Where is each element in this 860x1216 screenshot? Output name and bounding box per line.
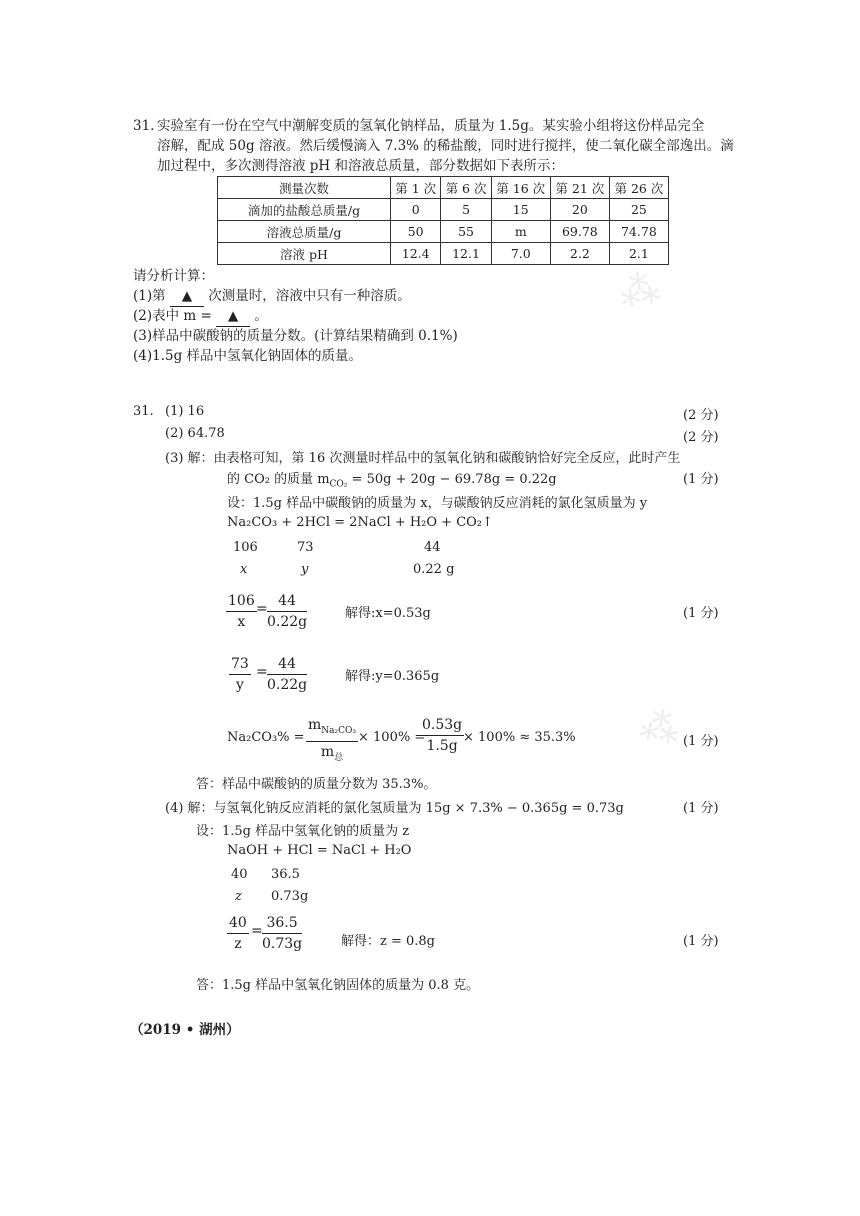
eq1-molar-mass: 106: [233, 540, 258, 555]
answer-3-conclusion: 答：样品中碳酸钠的质量分数为 35.3%。: [196, 777, 437, 792]
prompt-1-prefix: (1)第: [133, 288, 166, 304]
eq1-molar-mass: 44: [424, 540, 441, 555]
fraction: $\frac{36.5}{0.73g}$: [262, 915, 303, 952]
table-cell: 50: [391, 221, 441, 243]
table-cell: 2.1: [609, 243, 668, 265]
eq2-value: 0.73g: [271, 889, 309, 904]
source-label: （2019 • 湖州）: [130, 1022, 240, 1038]
question-number: 31.: [133, 118, 155, 134]
fraction: $\frac{0.53g}{1.5g}$: [422, 717, 463, 754]
points-label: (1 分): [683, 472, 719, 487]
solution-text: 解得:x=0.53g: [345, 606, 431, 621]
points-label: (2 分): [683, 430, 719, 445]
prompt-1: [133, 286, 411, 307]
equals-sign: =: [256, 664, 268, 680]
faint-stamp-mark: ⁂: [616, 265, 664, 317]
eq2-variable: z: [235, 889, 242, 904]
fraction: $\frac{106}{x}$: [228, 593, 255, 630]
points-label: (2 分): [683, 408, 719, 423]
answer-3-line-2: 的 CO₂ 的质量 $m_{CO_2} = 50g + 20g - 69.78g = 0.22g$: [227, 472, 557, 490]
table-cell: 2.2: [550, 243, 609, 265]
fraction: $\frac{44}{0.22g}$: [267, 593, 308, 630]
table-cell: 溶液总质量/g: [218, 221, 391, 243]
prompt-2-suffix: 。: [254, 308, 268, 324]
table-cell: 12.4: [391, 243, 441, 265]
answer-3-line-1: (3) 解：由表格可知，第 16 次测量时样品中的氢氧化钠和碳酸钠恰好完全反应，此时产生: [165, 451, 681, 466]
answer-4-conclusion: 答：1.5g 样品中氢氧化钠固体的质量为 0.8 克。: [196, 978, 480, 993]
fraction: $\frac{44}{0.22g}$: [267, 656, 308, 693]
table-cell: 69.78: [550, 221, 609, 243]
table-header-cell: 第 16 次: [491, 177, 550, 199]
prompt-2: [133, 306, 268, 327]
table-cell: 15: [491, 199, 550, 221]
percentage-end: × 100% ≈ 35.3%: [463, 730, 576, 745]
points-label: (1 分): [683, 734, 719, 749]
prompt-2-prefix: (2)表中 m =: [133, 308, 212, 324]
eq1-value: 0.22 g: [413, 562, 455, 577]
table-cell: 20: [550, 199, 609, 221]
points-label: (1 分): [683, 801, 719, 816]
prompt-3: (3)样品中碳酸钠的质量分数。(计算结果精确到 0.1%): [133, 328, 458, 344]
table-row: [218, 243, 669, 265]
table-cell: 25: [609, 199, 668, 221]
solution-text: 解得：z = 0.8g: [341, 934, 436, 949]
solution-text: 解得:y=0.365g: [345, 669, 440, 684]
eq1-variable: x: [240, 562, 248, 577]
eq2-molar-mass: 40: [231, 867, 248, 882]
table-cell: 滴加的盐酸总质量/g: [218, 199, 391, 221]
answer-4-line-1: (4) 解：与氢氧化钠反应消耗的氯化氢质量为 15g × 7.3% − 0.365g = 0.73g: [165, 801, 624, 816]
prompt-1-suffix: 次测量时，溶液中只有一种溶质。: [208, 288, 411, 304]
answer-4-set: 设：1.5g 样品中氢氧化钠的质量为 z: [196, 824, 410, 839]
question-line-1: 实验室有一份在空气中潮解变质的氢氧化钠样品，质量为 1.5g。某实验小组将这份样品完全: [157, 118, 705, 134]
percentage-mid: × 100% =: [358, 730, 426, 745]
measurement-table: [217, 176, 669, 265]
eq2-molar-mass: 36.5: [271, 867, 300, 882]
table-cell: 0: [391, 199, 441, 221]
question-line-3: 加过程中，多次测得溶液 pH 和溶液总质量，部分数据如下表所示：: [157, 158, 564, 174]
answer-2: (2) 64.78: [165, 426, 225, 441]
fraction: $\frac{40}{z}$: [229, 915, 247, 952]
prompt-4: (4)1.5g 样品中氢氧化钠固体的质量。: [133, 348, 363, 364]
table-header-cell: 第 26 次: [609, 177, 668, 199]
table-header-cell: 第 6 次: [441, 177, 491, 199]
table-header-cell: 测量次数: [218, 177, 391, 199]
table-header-cell: 第 1 次: [391, 177, 441, 199]
table-cell: 55: [441, 221, 491, 243]
answer-3-set: 设：1.5g 样品中碳酸钠的质量为 x，与碳酸钠反应消耗的氯化氢质量为 y: [227, 496, 648, 511]
fraction: $\frac{73}{y}$: [231, 656, 249, 693]
equals-sign: =: [256, 601, 268, 617]
table-cell: 溶液 pH: [218, 243, 391, 265]
table-row: [218, 221, 669, 243]
equals-sign: =: [251, 923, 263, 939]
table-row: [218, 199, 669, 221]
answer-number: 31.: [133, 404, 154, 419]
table-cell: 7.0: [491, 243, 550, 265]
points-label: (1 分): [683, 606, 719, 621]
table-header-row: [218, 177, 669, 199]
table-cell: 74.78: [609, 221, 668, 243]
points-label: (1 分): [683, 934, 719, 949]
table-cell: m: [491, 221, 550, 243]
prompt-intro: 请分析计算：: [133, 268, 214, 284]
answer-blank: ▲: [216, 306, 250, 327]
faint-stamp-mark: ⁂: [636, 701, 684, 755]
table-cell: 12.1: [441, 243, 491, 265]
equation-1: Na₂CO₃ + 2HCl = 2NaCl + H₂O + CO₂↑: [227, 515, 493, 530]
fraction: $m_{Na_2CO_3}$ $m_总$: [308, 717, 357, 763]
answer-1: (1) 16: [165, 404, 205, 419]
table-cell: 5: [441, 199, 491, 221]
answer-blank: ▲: [170, 286, 204, 307]
percentage-lhs: Na₂CO₃% =: [227, 730, 305, 745]
question-line-2: 溶解，配成 50g 溶液。然后缓慢滴入 7.3% 的稀盐酸，同时进行搅拌，使二氧化碳全部逸出。滴: [157, 138, 734, 154]
eq1-molar-mass: 73: [297, 540, 314, 555]
table-header-cell: 第 21 次: [550, 177, 609, 199]
equation-2: NaOH + HCl = NaCl + H₂O: [227, 843, 412, 858]
eq1-variable: y: [301, 562, 309, 577]
